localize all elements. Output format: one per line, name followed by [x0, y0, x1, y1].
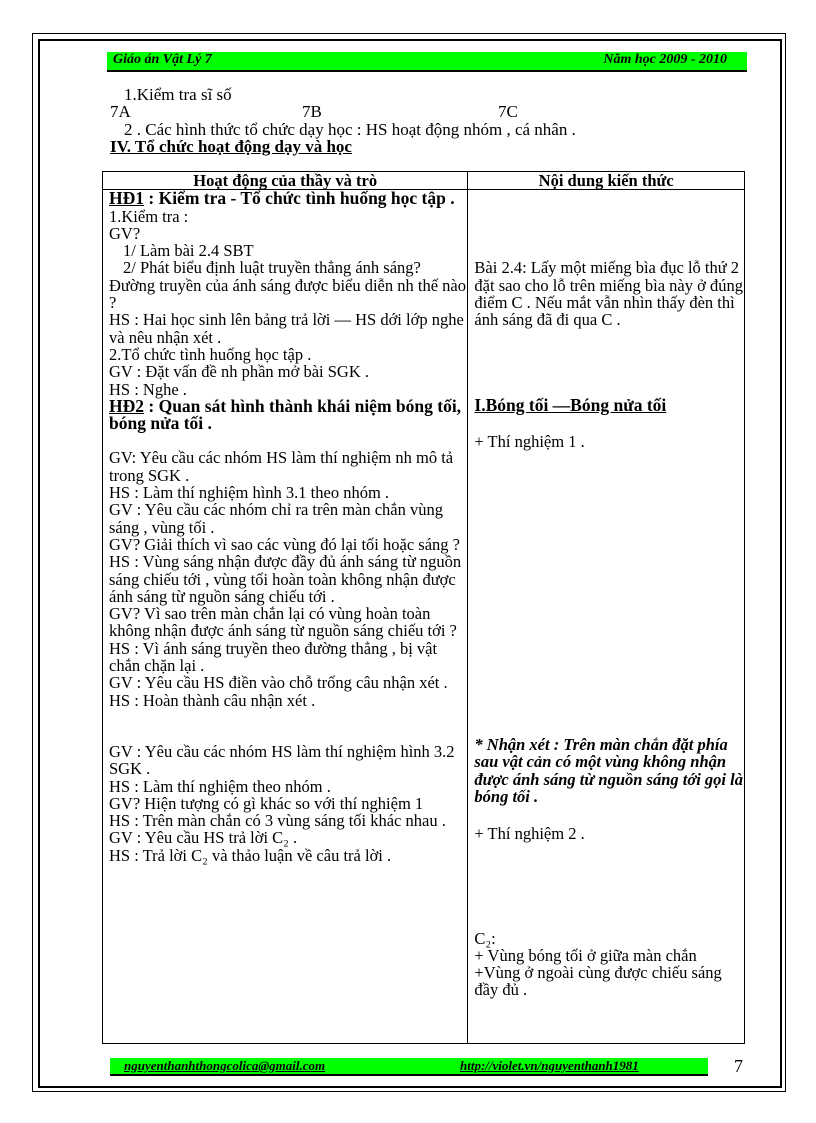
page-number: 7 — [734, 1056, 743, 1076]
class-7b: 7B — [302, 102, 322, 121]
footer-bar — [110, 1058, 708, 1076]
footer-email-link[interactable]: nguyenthanhthongcolica@gmail.com — [124, 1058, 326, 1073]
hd2-label: HĐ2 — [109, 395, 144, 416]
activity-line: HS : Làm thí nghiệm theo nhóm . — [109, 776, 331, 796]
header-title: Giáo án Vật Lý 7 — [113, 52, 212, 67]
hd2-title: : Quan sát hình thành khái niệm bóng tối, bóng nửa tối . — [109, 395, 462, 434]
activity-line: GV? Giải thích vì sao các vùng đó lại tối hoặc sáng ? — [109, 534, 460, 554]
activity-line: 1.Kiểm tra : — [109, 206, 189, 226]
activity-line: HS : Vùng sáng nhận được đầy đủ ánh sáng từ nguồn sáng chiếu tới , vùng tối hoàn toàn không nhận được ánh sáng từ nguồn sáng chiếu tới . — [109, 552, 462, 606]
activity-line: GV : Yêu cầu các nhóm chỉ ra trên màn chắn vùng sáng , vùng tối . — [109, 500, 444, 537]
content-heading: I.Bóng tối —Bóng nửa tối — [474, 395, 667, 416]
section-heading: IV. Tổ chức hoạt động dạy và học — [110, 137, 352, 156]
footer-url-link[interactable]: http://violet.vn/nguyenthanh1981 — [460, 1058, 639, 1073]
activity-line: HS : Hoàn thành câu nhận xét . — [109, 690, 316, 710]
hd1-label: HĐ1 — [109, 188, 144, 209]
activities-cell — [103, 190, 468, 1044]
activity-line: GV? — [109, 223, 141, 243]
activity-line: 2.Tổ chức tình huống học tập . — [109, 344, 312, 364]
activity-line: GV : Yêu cầu HS trả lời C₂ . — [109, 828, 298, 848]
class-7c: 7C — [498, 102, 518, 121]
activity-line: HS : Trên màn chắn có 3 vùng sáng tối khác nhau . — [109, 811, 446, 831]
experiment-1: + Thí nghiệm 1 . — [474, 431, 585, 451]
observation-note: * Nhận xét : Trên màn chắn đặt phía sau vật cản có một vùng không nhận được ánh sáng từ nguồn sáng tới gọi là bóng tối . — [474, 735, 743, 806]
activity-line: HS : Trả lời C₂ và thảo luận về câu trả lời . — [109, 845, 392, 865]
experiment-2: + Thí nghiệm 2 . — [474, 824, 585, 844]
c2-answer-1: + Vùng bóng tối ở giữa màn chắn — [474, 945, 697, 965]
activity-line: GV: Yêu cầu các nhóm HS làm thí nghiệm nh mô tả trong SGK . — [109, 448, 454, 485]
exercise-answer: Bài 2.4: Lấy một miếng bìa đục lỗ thứ 2 đặt sao cho lỗ trên miếng bìa này ở đúng điểm C . Nếu mắt vẫn nhìn thấy đèn thì ánh sáng đã đi qua C . — [474, 258, 743, 330]
header-school-year: Năm học 2009 - 2010 — [603, 52, 727, 67]
activity-line: 2/ Phát biểu định luật truyền thẳng ánh sáng? Đường truyền của ánh sáng được biểu diễn nh thế nào ? — [109, 258, 466, 313]
activity-line: HS : Vì ánh sáng truyền theo đường thẳng , bị vật chắn chặn lại . — [109, 638, 438, 676]
hd2-heading — [109, 395, 467, 434]
activity-line: HS : Nghe . — [109, 379, 187, 399]
activity-line: GV : Yêu cầu HS điền vào chỗ trống câu nhận xét . — [109, 673, 448, 693]
teaching-forms: 2 . Các hình thức tổ chức dạy học : HS hoạt động nhóm , cá nhân . — [124, 120, 576, 139]
activity-line: 1/ Làm bài 2.4 SBT — [123, 241, 254, 261]
lesson-table — [102, 171, 745, 1044]
activity-line: GV? Vì sao trên màn chắn lại có vùng hoàn toàn không nhận được ánh sáng từ nguồn sáng chiếu tới ? — [109, 604, 457, 641]
activity-line: GV : Đặt vấn đề nh phần mở bài SGK . — [109, 362, 370, 382]
hd1-title: : Kiểm tra - Tổ chức tình huống học tập . — [144, 188, 455, 209]
attendance-heading: 1.Kiểm tra sĩ số — [124, 85, 232, 104]
c2-answer-2: +Vùng ở ngoài cùng được chiếu sáng đầy đủ . — [474, 963, 722, 1000]
header-bar — [107, 52, 747, 72]
activity-line: HS : Làm thí nghiệm hình 3.1 theo nhóm . — [109, 483, 390, 503]
hd1-heading — [109, 190, 467, 207]
activity-line: GV : Yêu cầu các nhóm HS làm thí nghiệm hình 3.2 SGK . — [109, 741, 455, 779]
column-header-activities: Hoạt động của thầy và trò — [103, 172, 468, 190]
activity-line: HS : Hai học sinh lên bảng trả lời — HS dới lớp nghe và nêu nhận xét . — [109, 310, 464, 347]
column-header-content: Nội dung kiến thức — [468, 172, 745, 190]
c2-label: C₂: — [474, 928, 496, 948]
class-7a: 7A — [110, 102, 131, 121]
content-cell — [468, 190, 745, 1044]
activity-line: GV? Hiện tượng có gì khác so với thí nghiệm 1 — [109, 793, 424, 813]
